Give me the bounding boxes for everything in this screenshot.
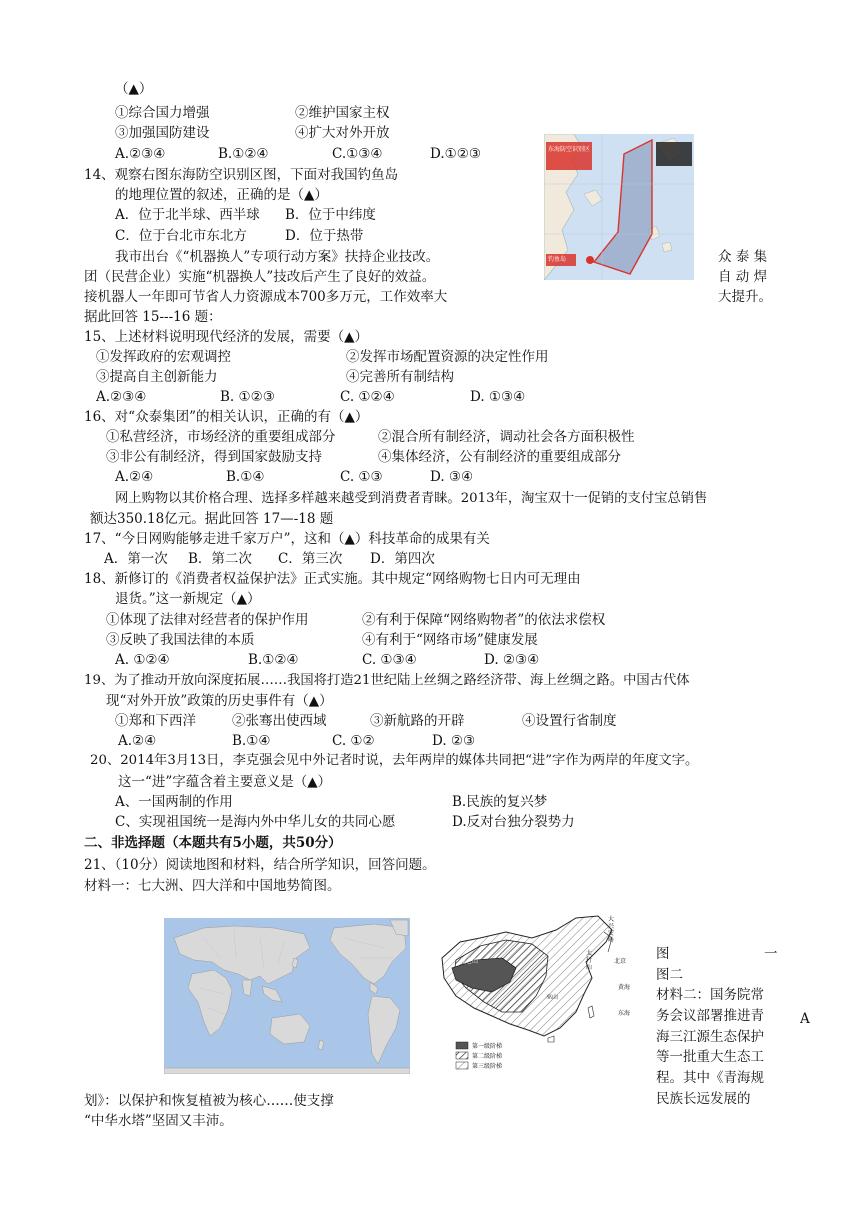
q19-option-4: ④设置行省制度 — [522, 713, 617, 729]
world-map-graphic — [164, 918, 410, 1074]
q21-stem: 21、（10分）阅读地图和材料，结合所学知识，回答问题。 — [84, 857, 436, 873]
q18-option-4: ④有利于“网络市场”健康发展 — [362, 632, 538, 648]
robot-material-line2-right: 自 动 焊 — [718, 269, 768, 285]
q19-option-3: ③新航路的开辟 — [370, 713, 465, 729]
material2-line5: 程。其中《青海规 — [656, 1070, 764, 1086]
q14-option-c: C．位于台北市东北方 — [115, 228, 247, 244]
q17-choice-a: A．第一次 — [104, 551, 168, 567]
q16-stem: 16、对“众泰集团”的相关认识，正确的有（▲） — [84, 409, 369, 425]
q15-choice-d: D. ①③④ — [470, 389, 526, 405]
q16-choice-d: D. ③④ — [430, 469, 474, 485]
q19-choice-c: C. ①② — [332, 733, 375, 749]
q18-choice-b: B.①②④ — [248, 652, 299, 668]
q20-stem-line1: 20、2014年3月13日，李克强会见中外记者时说，去年两岸的媒体共同把“进”字作为两岸的年度文字。 — [90, 753, 699, 768]
fig2-caption: 图二 — [656, 967, 683, 983]
q13-option-4: ④扩大对外开放 — [295, 125, 390, 141]
section2-title: 二、非选择题（本题共有5小题，共50分） — [84, 835, 342, 851]
q19-choice-d: D. ②③ — [432, 733, 476, 749]
diaoyu-label: 钓鱼岛 — [548, 256, 567, 263]
q20-stem-line2: 这一“进”字蕴含着主要意义是（▲） — [118, 774, 332, 790]
material2-line4: 等一批重大生态工 — [656, 1049, 764, 1065]
robot-material-line3: 接机器人一年即可节省人力资源成本700多万元，工作效率大 — [84, 289, 448, 305]
material2-line1: 材料二：国务院常 — [656, 987, 764, 1003]
robot-material-line4: 据此回答 15---16 题： — [84, 309, 222, 325]
q16-option-1: ①私营经济，市场经济的重要组成部分 — [106, 429, 336, 445]
q15-option-3: ③提高自主创新能力 — [96, 369, 218, 385]
q14-stem-line2: 的地理位置的叙述，正确的是（▲） — [115, 187, 328, 203]
label-wushan: 巫山 — [546, 994, 559, 1001]
fig1-caption-b: 一 — [764, 946, 778, 962]
label-beijing: 北京 — [614, 958, 627, 965]
q20-option-c: C、实现祖国统一是海内外中华儿女的共同心愿 — [115, 814, 396, 830]
q18-option-1: ①体现了法律对经营者的保护作用 — [106, 612, 309, 628]
q19-choice-a: A.②④ — [118, 733, 157, 749]
q20-option-b: B.民族的复兴梦 — [452, 794, 548, 810]
q19-stem-line2: 现“对外开放”政策的历史事件有（▲） — [106, 693, 333, 709]
q18-stem-line2: 退货。”这一新规定（▲） — [115, 591, 261, 607]
q16-choice-a: A.②④ — [115, 469, 154, 485]
q18-choice-d: D. ②③④ — [484, 652, 540, 668]
q13-option-2: ②维护国家主权 — [295, 105, 390, 121]
legend-step3: 第三级阶梯 — [472, 1063, 503, 1070]
china-terrain-map-figure — [436, 912, 642, 1074]
q15-choice-c: C. ①②④ — [340, 389, 395, 405]
legend-step2: 第二级阶梯 — [472, 1053, 503, 1060]
adiz-map-label: 东海防空识别区 — [548, 146, 591, 153]
label-kunlunshan: 昆仑山 — [460, 958, 479, 965]
q15-option-2: ②发挥市场配置资源的决定性作用 — [346, 349, 549, 365]
q17-choice-c: C．第三次 — [278, 551, 343, 567]
shopping-material-line2: 额达350.18亿元。据此回答 17—-18 题 — [90, 511, 334, 527]
q14-option-d: D．位于热带 — [285, 228, 364, 244]
q14-option-b: B．位于中纬度 — [285, 207, 376, 223]
adiz-map-figure — [544, 134, 694, 280]
q19-stem-line1: 19、为了推动开放向深度拓展……我国将打造21世纪陆上丝绸之路经济带、海上丝绸之路。中国古代体 — [84, 673, 690, 688]
q13-choice-d: D.①②③ — [430, 146, 481, 162]
label-donghai: 东海 — [618, 1010, 631, 1017]
q15-option-1: ①发挥政府的宏观调控 — [96, 349, 231, 365]
q20-option-a: A、一国两制的作用 — [115, 794, 233, 810]
q17-choice-d: D．第四次 — [370, 551, 435, 567]
q16-choice-c: C. ①③ — [340, 469, 383, 485]
q18-stem-line1: 18、新修订的《消费者权益保护法》正式实施。其中规定“网络购物七日内可无理由 — [84, 571, 581, 587]
q16-option-4: ④集体经济，公有制经济的重要组成部分 — [378, 449, 621, 465]
fig1-caption-a: 图 — [656, 946, 670, 962]
label-daxinganling: 大兴安岭 — [608, 916, 615, 944]
q19-option-2: ②张骞出使西域 — [232, 713, 327, 729]
material2-continuation-line1: 划》：以保护和恢复植被为核心……使支撑 — [84, 1093, 334, 1109]
q18-choice-a: A. ①②④ — [115, 652, 170, 668]
q13-choice-a: A.②③④ — [115, 146, 166, 162]
q13-option-1: ①综合国力增强 — [115, 105, 210, 121]
q13-choice-c: C.①③④ — [332, 146, 383, 162]
q16-choice-b: B.①④ — [226, 469, 265, 485]
q19-option-1: ①郑和下西洋 — [115, 713, 196, 729]
q15-choice-b: B. ①②③ — [220, 389, 275, 405]
adiz-map-graphic — [544, 134, 694, 280]
q17-choice-b: B．第二次 — [188, 551, 252, 567]
q13-choice-b: B.①②④ — [218, 146, 269, 162]
marker-a: A — [800, 1011, 810, 1027]
q18-option-3: ③反映了我国法律的本质 — [106, 632, 255, 648]
material2-line3: 海三江源生态保护 — [656, 1029, 764, 1045]
material2-continuation-line2: “中华水塔”坚固又丰沛。 — [84, 1113, 233, 1129]
robot-material-line1-right: 众 泰 集 — [718, 249, 768, 265]
q16-option-3: ③非公有制经济，得到国家鼓励支持 — [106, 449, 322, 465]
robot-material-line2: 团（民营企业）实施“机器换人”技改后产生了良好的效益。 — [84, 269, 436, 285]
q15-stem: 15、上述材料说明现代经济的发展，需要（▲） — [84, 329, 369, 345]
material2-line2: 务会议部署推进青 — [656, 1008, 764, 1024]
label-huanghai: 黄海 — [618, 984, 631, 991]
q20-option-d: D.反对台独分裂势力 — [452, 814, 575, 830]
q18-choice-c: C. ①③④ — [362, 652, 417, 668]
q17-stem: 17、“今日网购能够走进千家万户”，这和（▲）科技革命的成果有关 — [84, 531, 490, 547]
material1-label: 材料一：七大洲、四大洋和中国地势简图。 — [84, 878, 341, 894]
q15-choice-a: A.②③④ — [96, 389, 147, 405]
q13-option-3: ③加强国防建设 — [115, 125, 210, 141]
robot-material-line1: 我市出台《“机器换人”专项行动方案》扶持企业技改。 — [115, 249, 440, 265]
shopping-material-line1: 网上购物以其价格合理、选择多样越来越受到消费者青睐。2013年，淘宝双十一促销的支付宝总销售 — [115, 491, 708, 506]
q13-prompt: （▲） — [115, 81, 153, 97]
q14-stem-line1: 14、观察右图东海防空识别区图，下面对我国钓鱼岛 — [84, 167, 399, 183]
legend-step1: 第一级阶梯 — [472, 1043, 503, 1050]
material2-line6: 民族长远发展的 — [656, 1091, 751, 1107]
q16-option-2: ②混合所有制经济，调动社会各方面积极性 — [378, 429, 635, 445]
q18-option-2: ②有利于保障“网络购物者”的依法求偿权 — [362, 612, 606, 628]
label-taihangshan: 太行山 — [586, 950, 593, 971]
q19-choice-b: B.①④ — [232, 733, 271, 749]
q15-option-4: ④完善所有制结构 — [346, 369, 454, 385]
robot-material-line3-right: 大提升。 — [718, 289, 772, 305]
q14-option-a: A．位于北半球、西半球 — [115, 207, 260, 223]
world-map-figure — [164, 918, 410, 1074]
